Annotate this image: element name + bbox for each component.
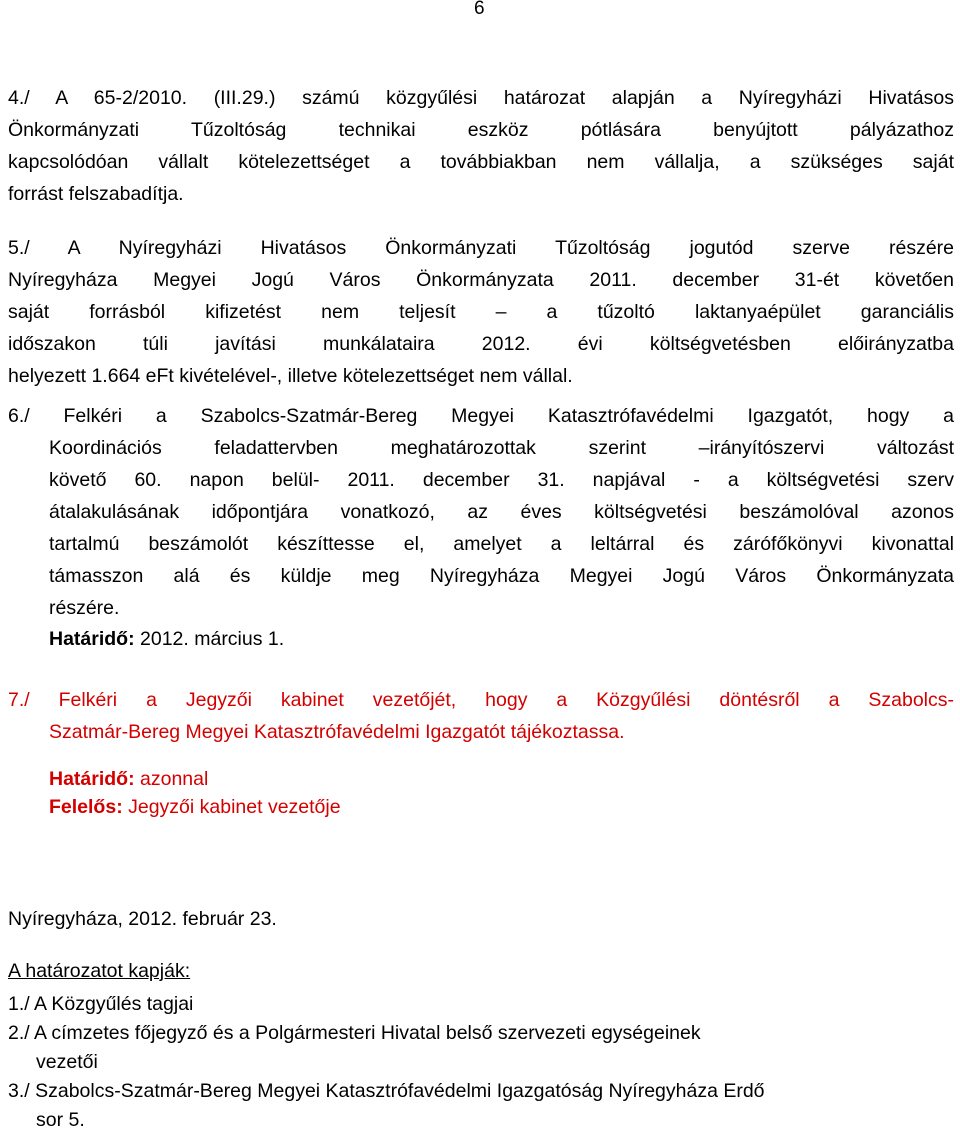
recipient-item-continuation: vezetői (36, 1051, 98, 1073)
item6-line: tartalmú beszámolót készíttesse el, amelyet a leltárral és zárófőkönyvi kivonattal (49, 533, 954, 555)
item7-line: 7./ Felkéri a Jegyzői kabinet vezetőjét, hogy a Közgyűlési döntésről a Szabolcs- (8, 689, 954, 711)
recipients-title: A határozatot kapják: (8, 960, 191, 982)
item7-deadline-label: Határidő: (49, 768, 135, 790)
item4-line: 4./ A 65-2/2010. (III.29.) számú közgyűlési határozat alapján a Nyíregyházi Hivatásos (8, 87, 954, 109)
item7-deadline (49, 768, 208, 791)
item6-deadline (49, 628, 284, 651)
item6-line: részére. (49, 597, 120, 619)
item5-line: időszakon túli javítási munkálataira 2012. évi költségvetésben előirányzatba (8, 333, 954, 355)
resolution-item-7 (8, 684, 954, 748)
item5-line: 5./ A Nyíregyházi Hivatásos Önkormányzati Tűzoltóság jogutód szerve részére (8, 237, 954, 259)
item7-responsible-label: Felelős: (49, 796, 123, 818)
item4-line: kapcsolódóan vállalt kötelezettséget a továbbiakban nem vállalja, a szükséges saját (8, 151, 954, 173)
item6-line: támasszon alá és küldje meg Nyíregyháza Megyei Jogú Város Önkormányzata (49, 565, 954, 587)
item5-line: saját forrásból kifizetést nem teljesít – a tűzoltó laktanyaépület garanciális (8, 301, 954, 323)
page-number: 6 (474, 0, 485, 19)
recipient-item-continuation: sor 5. (36, 1109, 85, 1131)
resolution-item-5 (8, 232, 954, 392)
item6-line: követő 60. napon belül- 2011. december 31. napjával - a költségvetési szerv (49, 469, 954, 491)
item7-line: Szatmár-Bereg Megyei Katasztrófavédelmi Igazgatót tájékoztassa. (49, 721, 625, 743)
item7-responsible-value: Jegyzői kabinet vezetője (122, 796, 341, 818)
item4-line: Önkormányzati Tűzoltóság technikai eszköz pótlására benyújtott pályázathoz (8, 119, 954, 141)
recipient-item: 3./ Szabolcs-Szatmár-Bereg Megyei Katasztrófavédelmi Igazgatóság Nyíregyháza Erdő (8, 1080, 765, 1102)
recipient-item: 1./ A Közgyűlés tagjai (8, 993, 194, 1015)
recipient-item: 2./ A címzetes főjegyző és a Polgármesteri Hivatal belső szervezeti egységeinek (8, 1022, 701, 1044)
item5-line: helyezett 1.664 eFt kivételével-, illetve kötelezettséget nem vállal. (8, 365, 573, 387)
item4-line: forrást felszabadítja. (8, 183, 184, 205)
item6-deadline-value: 2012. március 1. (134, 628, 285, 650)
resolution-item-6 (8, 400, 954, 624)
resolution-item-4 (8, 82, 954, 210)
item7-responsible (49, 796, 341, 819)
item6-deadline-label: Határidő: (49, 628, 135, 650)
item6-line: 6./ Felkéri a Szabolcs-Szatmár-Bereg Megyei Katasztrófavédelmi Igazgatót, hogy a (8, 405, 954, 427)
item6-line: átalakulásának időpontjára vonatkozó, az éves költségvetési beszámolóval azonos (49, 501, 954, 523)
item6-line: Koordinációs feladattervben meghatározottak szerint –irányítószervi változást (49, 437, 954, 459)
recipients-list (8, 990, 954, 1135)
place-date: Nyíregyháza, 2012. február 23. (8, 908, 277, 930)
item7-deadline-value: azonnal (134, 768, 209, 790)
item5-line: Nyíregyháza Megyei Jogú Város Önkormányzata 2011. december 31-ét követően (8, 269, 954, 291)
